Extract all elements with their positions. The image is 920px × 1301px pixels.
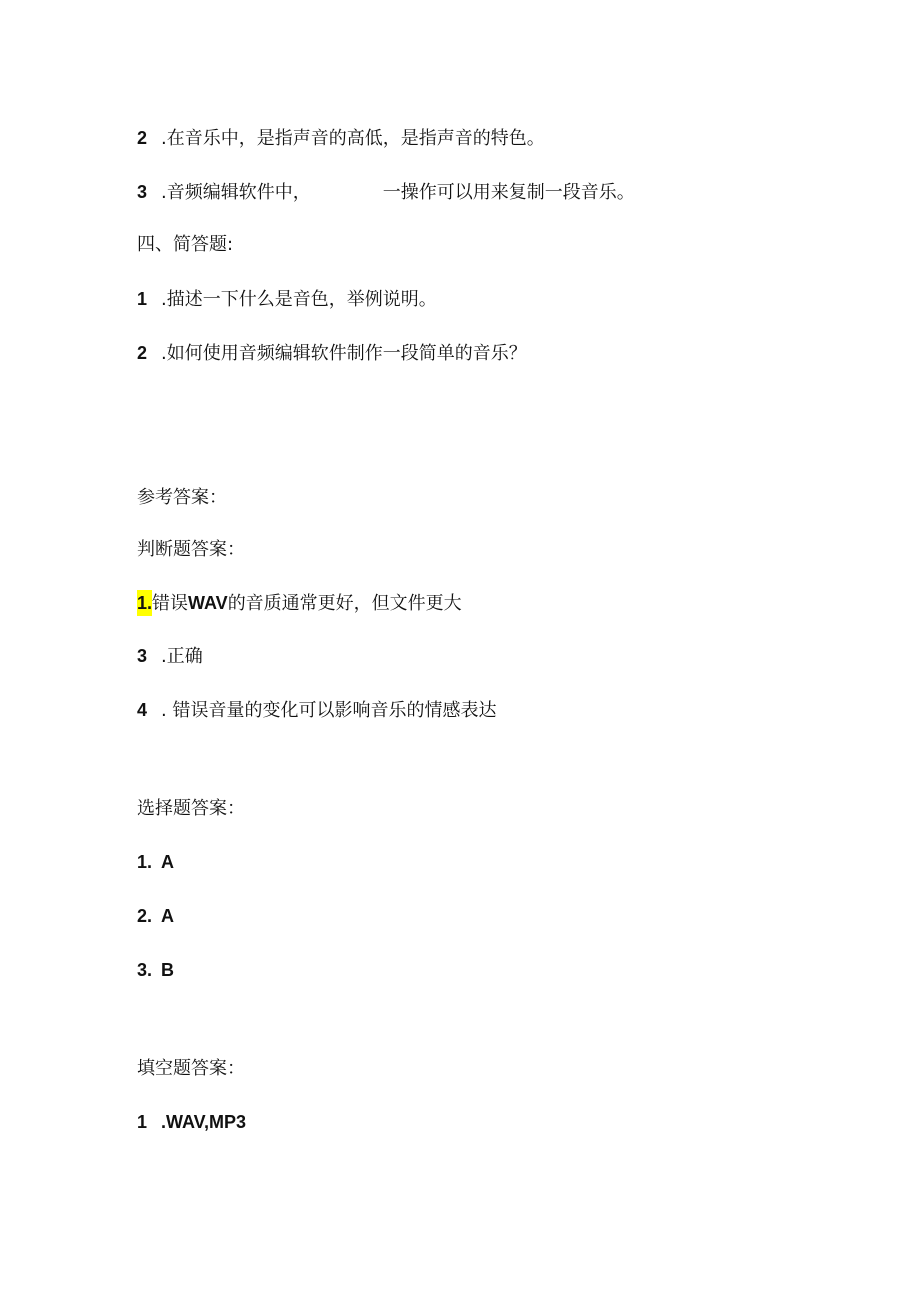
answer-number-highlighted: 1. [137, 590, 152, 616]
fill-blank-question-3 [137, 179, 635, 206]
true-false-answer-4 [137, 697, 496, 724]
answer-number: 4 [137, 700, 148, 720]
answer-number: 1 [137, 1112, 148, 1132]
fill-blank-answers-heading: 填空题答案： [137, 1058, 245, 1079]
multiple-choice-answer-3 [137, 957, 174, 984]
multiple-choice-answers-heading: 选择题答案： [137, 798, 245, 819]
answer-choice: A [161, 906, 174, 926]
question-text: .如何使用音频编辑软件制作一段简单的音乐？ [161, 343, 527, 364]
short-answer-question-1 [137, 286, 437, 313]
question-number: 3 [137, 182, 148, 202]
short-answer-question-2 [137, 340, 527, 367]
question-number: 1 [137, 289, 148, 309]
question-number: 2 [137, 343, 148, 363]
question-text: .描述一下什么是音色，举例说明。 [161, 289, 437, 310]
answer-text: .正确 [161, 646, 203, 667]
true-false-answers-heading: 判断题答案： [137, 539, 245, 560]
answer-number: 3. [137, 960, 153, 980]
multiple-choice-answer-1 [137, 849, 174, 876]
answer-choice: B [161, 960, 174, 980]
multiple-choice-answer-2 [137, 903, 174, 930]
question-text-before: .音频编辑软件中， [161, 182, 311, 203]
answer-verdict: 错误 [152, 593, 189, 614]
question-text: .在音乐中，是指声音的高低，是指声音的特色。 [161, 128, 545, 149]
question-number: 2 [137, 128, 148, 148]
answer-format: WAV [188, 593, 228, 613]
answer-number: 1. [137, 852, 153, 872]
fill-blank-question-2 [137, 125, 545, 152]
answer-number: 2. [137, 906, 153, 926]
true-false-answer-3 [137, 643, 203, 670]
reference-answers-heading: 参考答案： [137, 487, 227, 508]
section-four-heading: 四、简答题: [137, 234, 234, 255]
answer-choice: A [161, 852, 174, 872]
answer-text: . 错误音量的变化可以影响音乐的情感表达 [161, 700, 497, 721]
question-text-after: 一操作可以用来复制一段音乐。 [382, 182, 635, 203]
answer-text: .WAV,MP3 [161, 1112, 247, 1132]
answer-text: 的音质通常更好，但文件更大 [227, 593, 462, 614]
answer-number: 3 [137, 646, 148, 666]
fill-blank-answer-1 [137, 1109, 246, 1136]
true-false-answer-1 [137, 590, 462, 617]
